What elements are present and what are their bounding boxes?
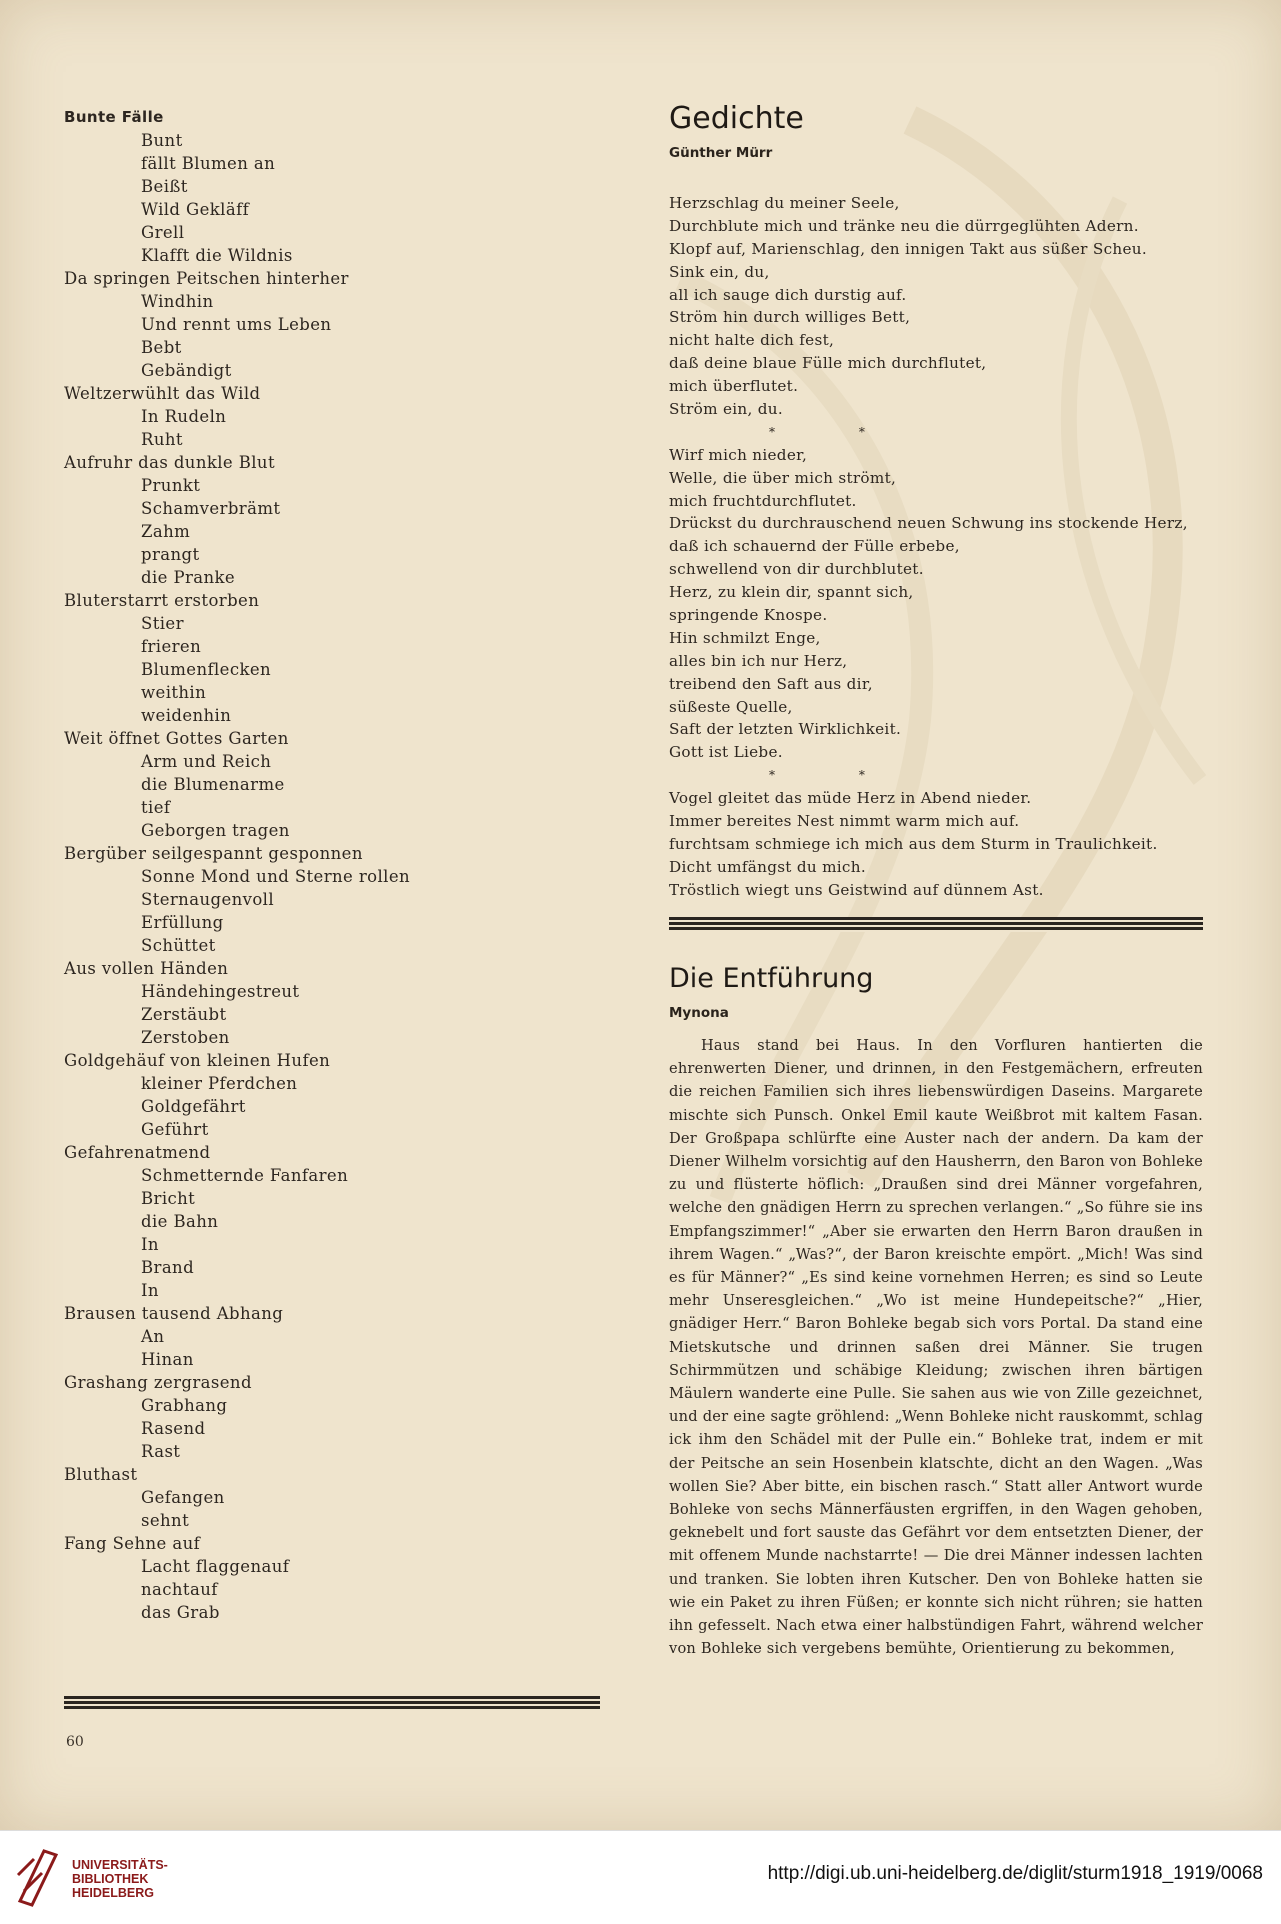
poem-line: Ström hin durch williges Bett, [669, 308, 911, 327]
poem-line: In [141, 1281, 159, 1300]
poem-line: nachtauf [141, 1580, 218, 1599]
poem-line: mich fruchtdurchflutet. [669, 491, 857, 510]
poem-line: Drückst du durchrauschend neuen Schwung ins stockende Herz, [669, 514, 1188, 533]
poem-line: alles bin ich nur Herz, [669, 651, 848, 670]
library-logo-icon[interactable] [14, 1845, 62, 1907]
poem-line: Gebändigt [141, 361, 232, 380]
footer-bar [0, 1830, 1281, 1924]
poem-line: prangt [141, 545, 200, 564]
poem-line: all ich sauge dich durstig auf. [669, 285, 907, 304]
page-number: 60 [66, 1734, 84, 1750]
poem-line: Grell [141, 223, 185, 242]
poem-line: Vogel gleitet das müde Herz in Abend nieder. [669, 789, 1032, 808]
poem-line: Schmetternde Fanfaren [141, 1166, 349, 1185]
poem-line: Rasend [141, 1419, 206, 1438]
poem-line: Da springen Peitschen hinterher [64, 269, 349, 288]
poem-line: Sternaugenvoll [141, 890, 275, 909]
poem-line: Windhin [141, 292, 214, 311]
poem-line: Gott ist Liebe. [669, 743, 783, 762]
poem-line: Sonne Mond und Sterne rollen [141, 867, 411, 886]
poem-line: mich überflutet. [669, 377, 799, 396]
poem-line: Fang Sehne auf [64, 1534, 201, 1553]
poem-line: Geborgen tragen [141, 821, 290, 840]
poem-line: Rast [141, 1442, 181, 1461]
poem-line: springende Knospe. [669, 606, 828, 625]
poem-line: Aufruhr das dunkle Blut [64, 453, 275, 472]
poem-line: nicht halte dich fest, [669, 331, 835, 350]
poem-line: kleiner Pferdchen [141, 1074, 298, 1093]
poem-line: süßeste Quelle, [669, 697, 793, 716]
poem-line: Goldgehäuf von kleinen Hufen [64, 1051, 331, 1070]
poem-line: Brausen tausend Abhang [64, 1304, 284, 1323]
library-name[interactable]: UNIVERSITÄTS- BIBLIOTHEK HEIDELBERG [72, 1858, 168, 1900]
poem-line: Klafft die Wildnis [141, 246, 293, 265]
poem-line: Bergüber seilgespannt gesponnen [64, 844, 363, 863]
gedichte-title: Gedichte [669, 101, 804, 136]
poem-line: daß ich schauernd der Fülle erbebe, [669, 537, 960, 556]
stanza-separator: * * [769, 424, 905, 439]
poem-line: An [141, 1327, 165, 1346]
poem-line: Durchblute mich und tränke neu die dürrgeglühten Adern. [669, 216, 1139, 235]
poem-line: frieren [141, 637, 202, 656]
poem-line: Bluthast [64, 1465, 138, 1484]
entfuehrung-title: Die Entführung [669, 963, 874, 994]
poem-line: sehnt [141, 1511, 190, 1530]
poem-line: schwellend von dir durchblutet. [669, 560, 924, 579]
poem-line: Schamverbrämt [141, 499, 281, 518]
poem-line: Brand [141, 1258, 195, 1277]
poem-line: Immer bereites Nest nimmt warm mich auf. [669, 812, 1020, 831]
poem-line: Dicht umfängst du mich. [669, 857, 866, 876]
gedichte-author: Günther Mürr [669, 145, 773, 161]
poem-line: Ruht [141, 430, 183, 449]
poem-line: Saft der letzten Wirklichkeit. [669, 720, 902, 739]
poem-line: Bricht [141, 1189, 196, 1208]
poem-line: Klopf auf, Marienschlag, den innigen Takt aus süßer Scheu. [669, 239, 1147, 258]
gedichte-section [669, 102, 1204, 902]
poem-line: die Bahn [141, 1212, 219, 1231]
poem-line: Grabhang [141, 1396, 228, 1415]
permalink-url[interactable]: http://digi.ub.uni-heidelberg.de/diglit/sturm1918_1919/0068 [767, 1863, 1263, 1884]
poem-line: In [141, 1235, 159, 1254]
poem-line: Hinan [141, 1350, 194, 1369]
poem-line: Goldgefährt [141, 1097, 246, 1116]
poem-line: Tröstlich wiegt uns Geistwind auf dünnem Ast. [669, 880, 1044, 899]
poem-line: Weit öffnet Gottes Garten [64, 729, 289, 748]
poem-line: Aus vollen Händen [64, 959, 229, 978]
poem-line: Bebt [141, 338, 182, 357]
poem-line: Zerstäubt [141, 1005, 227, 1024]
poem-line: Arm und Reich [141, 752, 272, 771]
poem-line: Und rennt ums Leben [141, 315, 332, 334]
poem-line: weidenhin [141, 706, 232, 725]
poem-line: Wild Gekläff [141, 200, 250, 219]
poem-line: Bunt [141, 131, 183, 150]
poem-line: Schüttet [141, 936, 216, 955]
poem-line: Herzschlag du meiner Seele, [669, 194, 900, 212]
stanza-separator: * * [769, 768, 905, 783]
poem-line: Herz, zu klein dir, spannt sich, [669, 583, 914, 602]
poem-line: Bluterstarrt erstorben [64, 591, 260, 610]
poem-line: fällt Blumen an [141, 154, 276, 173]
poem-line: daß deine blaue Fülle mich durchflutet, [669, 354, 987, 373]
poem-line: Beißt [141, 177, 188, 196]
poem-line: Grashang zergrasend [64, 1373, 252, 1392]
poem-line: die Pranke [141, 568, 236, 587]
double-rule-left [64, 1696, 600, 1711]
entfuehrung-author: Mynona [669, 1005, 729, 1021]
poem-line: Weltzerwühlt das Wild [64, 384, 261, 403]
poem-line: Händehingestreut [141, 982, 300, 1001]
poem-line: Sink ein, du, [669, 262, 770, 281]
entfuehrung-text: Haus stand bei Haus. In den Vorfluren hantierten die ehrenwerten Diener, und drinnen, in den Festgemächern, erfreuten die reichen Familien sich ihres liebenswürdigen Daseins. Margarete mischte sich Punsch. Onkel Emil kaute Weißbrot mit kaltem Fasan. Der Großpapa schlürfte eine Auster nach der andern. Da kam der Diener Wilhelm vorsichtig auf den Hausherrn, den Baron von Bohleke zu und flüsterte höflich: „Draußen sind drei Männer vorgefahren, welche den gnädigen Herrn zu sprechen verlangen.“ „So führe sie ins Empfangszimmer!“ „Aber sie erwarten den Herrn Baron draußen in ihrem Wagen.“ „Was?“, der Baron kreischte empört. „Mich! Was sind es für Männer?“ „Es sind keine vornehmen Herren; es sind so Leute mehr Unseresgleichen.“ „Wo ist meine Hundepeitsche?“ „Hier, gnädiger Herr.“ Baron Bohleke begab sich vors Portal. Da stand eine Mietskutsche und drinnen saßen drei Männer. Sie trugen Schirmmützen und schäbige Kleidung; zwischen ihren bärtigen Mäulern wanderte eine Pulle. Sie sahen aus wie von Zille gezeichnet, und der eine sagte gröhlend: „Wenn Bohleke nicht rauskommt, schlag ick ihm den Schädel mit der Pulle ein.“ Bohleke trat, indem er mit der Peitsche an sein Hosenbein klatschte, dicht an den Wagen. „Was wollen Sie? Aber bitte, ein bischen rasch.“ Statt aller Antwort wurde Bohleke von sechs Männerfäusten ergriffen, in den Wagen gehoben, geknebelt und fort sauste das Gefährt vor dem entsetzten Diener, der mit offenem Munde nachstarrte! — Die drei Männer indessen lachten und tranken. Sie lobten ihren Kutscher. Den von Bohleke hatten sie wie ein Paket zu ihren Füßen; er konnte sich nicht rühren; sie hatten ihn gefesselt. Nach etwa einer halbstündigen Fahrt, während welcher von Bohleke sich vergebens bemühte, Orientierung zu bekommen, [669, 1037, 1203, 1658]
poem-line: Ström ein, du. [669, 400, 783, 419]
poem-line: Erfüllung [141, 913, 224, 932]
poem-line: weithin [141, 683, 207, 702]
poem-line: In Rudeln [141, 407, 227, 426]
poem-line: Gefahrenatmend [64, 1143, 211, 1162]
poem-line: Hin schmilzt Enge, [669, 628, 821, 647]
gedichte-poem [669, 192, 1204, 902]
entfuehrung-section [669, 962, 1203, 1660]
abstract-poem [64, 106, 604, 1624]
poem-line: Gefangen [141, 1488, 225, 1507]
poem-line: treibend den Saft aus dir, [669, 674, 873, 693]
poem-line: Zahm [141, 522, 191, 541]
poem-line: Welle, die über mich strömt, [669, 468, 897, 487]
poem-line: tief [141, 798, 171, 817]
double-rule-right [669, 917, 1203, 932]
poem-line: furchtsam schmiege ich mich aus dem Sturm in Traulichkeit. [669, 834, 1158, 853]
poem-line: Geführt [141, 1120, 209, 1139]
poem-line: Wirf mich nieder, [669, 445, 808, 464]
poem-line: die Blumenarme [141, 775, 285, 794]
poem-line: Blumenflecken [141, 660, 272, 679]
poem-line: Prunkt [141, 476, 201, 495]
poem-line: Stier [141, 614, 184, 633]
poem-title: Bunte Fälle [64, 108, 164, 126]
poem-line: das Grab [141, 1603, 220, 1622]
poem-line: Lacht flaggenauf [141, 1557, 290, 1576]
poem-line: Zerstoben [141, 1028, 230, 1047]
